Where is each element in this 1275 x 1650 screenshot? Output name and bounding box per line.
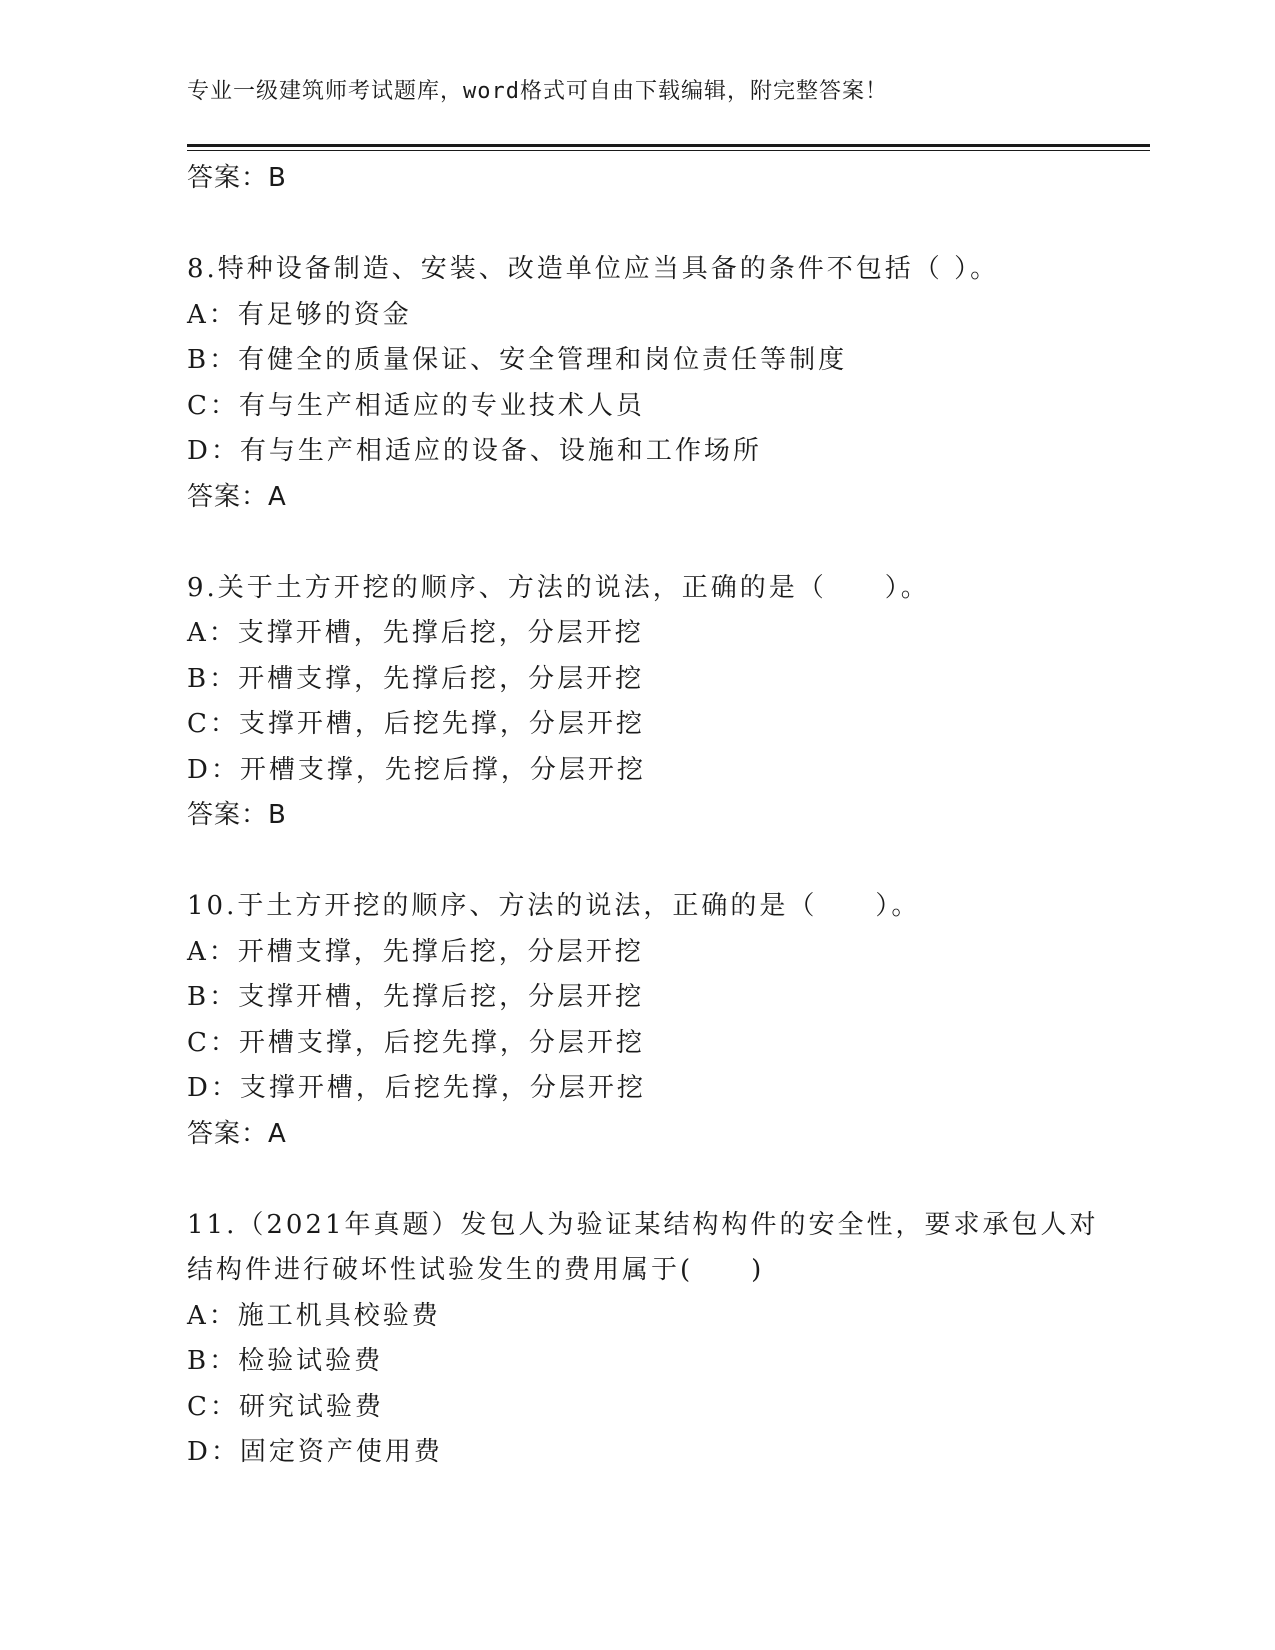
question-8-answer: 答案：A: [187, 481, 287, 512]
question-11-stem-line-1: 11.（2021年真题）发包人为验证某结构构件的安全性，要求承包人对: [187, 1209, 1099, 1240]
document-header-note: 专业一级建筑师考试题库，word格式可自由下载编辑，附完整答案！: [187, 79, 888, 104]
question-8-option-b: B：有健全的质量保证、安全管理和岗位责任等制度: [187, 345, 848, 375]
question-9-option-d: D：开槽支撑，先挖后撑，分层开挖: [187, 754, 646, 785]
question-11-option-a: A：施工机具校验费: [187, 1300, 441, 1331]
question-8-option-d: D：有与生产相适应的设备、设施和工作场所: [187, 436, 762, 466]
spacer: [187, 1157, 1147, 1203]
spacer: [187, 520, 1147, 566]
spacer: [187, 839, 1147, 885]
question-8-option-c: C：有与生产相适应的专业技术人员: [187, 390, 645, 421]
question-9-answer: 答案：B: [187, 800, 287, 830]
header-rule-thin: [187, 150, 1150, 151]
header-rule-thick: [187, 144, 1150, 147]
question-9-option-a: A：支撑开槽，先撑后挖，分层开挖: [187, 618, 644, 648]
question-9-option-c: C：支撑开槽，后挖先撑，分层开挖: [187, 709, 645, 739]
question-10-option-d: D：支撑开槽，后挖先撑，分层开挖: [187, 1073, 646, 1103]
question-10-option-c: C：开槽支撑，后挖先撑，分层开挖: [187, 1027, 645, 1058]
document-body: [187, 156, 1147, 1476]
answer-previous: 答案：B: [187, 163, 287, 193]
question-9-stem: 9.关于土方开挖的顺序、方法的说法，正确的是（ ）。: [187, 572, 930, 603]
question-10-option-a: A：开槽支撑，先撑后挖，分层开挖: [187, 936, 644, 967]
question-11-option-d: D：固定资产使用费: [187, 1437, 443, 1467]
question-10-option-b: B：支撑开槽，先撑后挖，分层开挖: [187, 982, 645, 1012]
question-8-option-a: A：有足够的资金: [187, 299, 412, 330]
question-10-answer: 答案：A: [187, 1118, 287, 1149]
question-11-option-b: B：检验试验费: [187, 1346, 384, 1376]
question-10-stem: 10.于土方开挖的顺序、方法的说法，正确的是（ ）。: [187, 891, 921, 921]
question-8-stem: 8.特种设备制造、安装、改造单位应当具备的条件不包括（ ）。: [187, 254, 1000, 284]
spacer: [187, 202, 1147, 248]
question-11-option-c: C：研究试验费: [187, 1391, 384, 1422]
question-9-option-b: B：开槽支撑，先撑后挖，分层开挖: [187, 663, 645, 694]
question-11-stem-line-2: 结构件进行破坏性试验发生的费用属于( ): [187, 1255, 765, 1285]
